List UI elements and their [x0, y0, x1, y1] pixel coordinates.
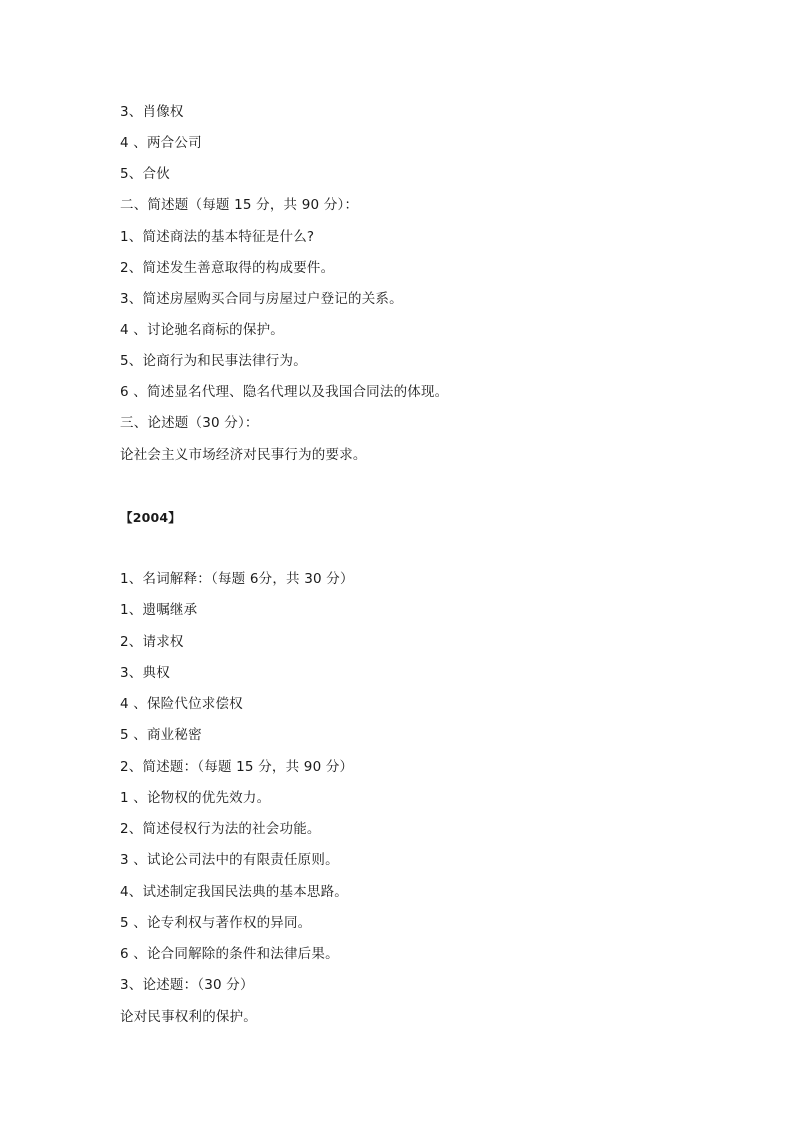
term-item: 4 、两合公司 — [120, 135, 202, 151]
term-item: 3、典权 — [120, 665, 170, 681]
question-item: 1 、论物权的优先效力。 — [120, 790, 271, 806]
question-item: 5、论商行为和民事法律行为。 — [120, 353, 307, 369]
term-item: 5 、商业秘密 — [120, 727, 202, 743]
question-item: 2、简述侵权行为法的社会功能。 — [120, 821, 321, 837]
question-item: 6 、简述显名代理、隐名代理以及我国合同法的体现。 — [120, 384, 449, 400]
question-item: 2、简述发生善意取得的构成要件。 — [120, 260, 335, 276]
question-item: 6 、论合同解除的条件和法律后果。 — [120, 946, 339, 962]
year-heading: 【2004】 — [120, 510, 181, 525]
term-definition-heading: 1、名词解释：（每题 6分，共 30 分） — [120, 571, 354, 587]
short-answer-heading: 2、简述题：（每题 15 分，共 90 分） — [120, 759, 354, 775]
question-item: 1、简述商法的基本特征是什么? — [120, 229, 315, 245]
essay-item: 论社会主义市场经济对民事行为的要求。 — [120, 447, 367, 463]
term-item: 1、遗嘱继承 — [120, 602, 198, 618]
question-item: 3、简述房屋购买合同与房屋过户登记的关系。 — [120, 291, 403, 307]
essay-item: 论对民事权利的保护。 — [120, 1009, 257, 1025]
question-item: 3 、试论公司法中的有限责任原则。 — [120, 852, 339, 868]
term-item: 3、肖像权 — [120, 104, 184, 120]
short-answer-heading: 二、简述题（每题 15 分，共 90 分）： — [120, 197, 359, 213]
term-item: 4 、保险代位求偿权 — [120, 696, 243, 712]
term-item: 2、请求权 — [120, 634, 184, 650]
essay-heading: 三、论述题（30 分）： — [120, 415, 259, 431]
question-item: 5 、论专利权与著作权的异同。 — [120, 915, 312, 931]
term-item: 5、合伙 — [120, 166, 170, 182]
question-item: 4、试述制定我国民法典的基本思路。 — [120, 884, 348, 900]
question-item: 4 、讨论驰名商标的保护。 — [120, 322, 284, 338]
essay-heading: 3、论述题：（30 分） — [120, 977, 254, 993]
